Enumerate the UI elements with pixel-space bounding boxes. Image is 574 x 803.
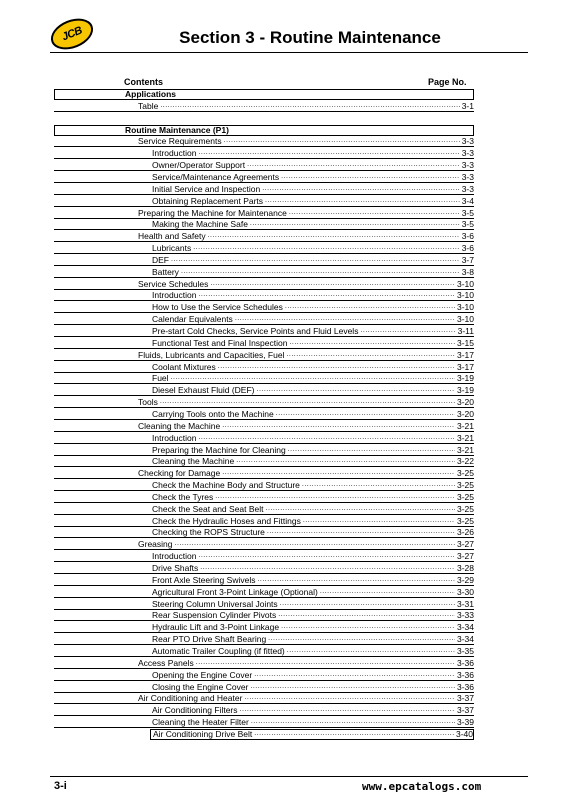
toc-entry-page: 3-40 bbox=[455, 728, 473, 739]
toc-entry-page: 3-6 bbox=[461, 243, 474, 254]
toc-entry-page: 3-4 bbox=[461, 195, 474, 206]
toc-entry-label: Service/Maintenance Agreements bbox=[152, 171, 280, 182]
toc-entry-page: 3-8 bbox=[461, 266, 474, 277]
toc-entry[interactable] bbox=[54, 160, 474, 171]
toc-entry-label: Greasing bbox=[138, 539, 173, 550]
toc-entry-label: Automatic Trailer Coupling (if fitted) bbox=[152, 645, 285, 656]
toc-entry[interactable] bbox=[54, 563, 474, 574]
toc-leader-dots bbox=[236, 456, 455, 466]
toc-entry[interactable] bbox=[54, 610, 474, 621]
toc-entry-page: 3-34 bbox=[456, 634, 474, 645]
toc-entry[interactable] bbox=[54, 445, 474, 456]
toc-leader-dots bbox=[222, 421, 455, 431]
toc-entry-label: DEF bbox=[152, 254, 169, 265]
toc-entry-page: 3-25 bbox=[456, 468, 474, 479]
toc-entry-label: Checking for Damage bbox=[138, 468, 221, 479]
toc-leader-dots bbox=[278, 610, 455, 620]
toc-entry[interactable] bbox=[54, 267, 474, 278]
toc-entry-label: Health and Safety bbox=[138, 231, 206, 242]
toc-entry-label: Fluids, Lubricants and Capacities, Fuel bbox=[138, 349, 285, 360]
toc-entry[interactable] bbox=[54, 575, 474, 586]
page-no-header: Page No. bbox=[428, 77, 467, 87]
toc-entry-label: Initial Service and Inspection bbox=[152, 183, 261, 194]
toc-entry-page: 3-25 bbox=[456, 480, 474, 491]
toc-entry[interactable] bbox=[54, 670, 474, 681]
toc-entry-page: 3-28 bbox=[456, 563, 474, 573]
toc-entry-page: 3-31 bbox=[456, 598, 474, 609]
toc-entry[interactable] bbox=[54, 599, 474, 610]
footer-page-number: 3-i bbox=[54, 780, 67, 792]
toc-entry[interactable] bbox=[54, 622, 474, 633]
toc-entry[interactable] bbox=[54, 516, 474, 527]
toc-entry-page: 3-17 bbox=[456, 349, 474, 360]
toc-entry-page: 3-30 bbox=[456, 586, 474, 597]
toc-leader-dots bbox=[222, 468, 455, 478]
toc-entry[interactable] bbox=[54, 231, 474, 242]
toc-leader-dots bbox=[218, 362, 455, 372]
toc-entry-page: 3-39 bbox=[456, 717, 474, 728]
toc-entry-label: Access Panels bbox=[138, 657, 194, 668]
toc-entry[interactable] bbox=[54, 480, 474, 491]
toc-entry-page: 3-22 bbox=[456, 456, 474, 467]
toc-leader-dots bbox=[250, 219, 460, 229]
toc-heading-label: Routine Maintenance (P1) bbox=[125, 124, 229, 135]
toc-entry-page: 3-37 bbox=[456, 705, 474, 716]
toc-entry-label: Introduction bbox=[152, 432, 197, 443]
toc-entry[interactable] bbox=[54, 397, 474, 408]
toc-entry-label: Check the Tyres bbox=[152, 491, 214, 502]
toc-entry-page: 3-15 bbox=[456, 337, 474, 348]
toc-entry-label: Functional Test and Final Inspection bbox=[152, 337, 288, 348]
toc-entry-page: 3-19 bbox=[456, 385, 474, 396]
toc-entry-page: 3-19 bbox=[456, 373, 474, 384]
toc-entry-label: Lubricants bbox=[152, 243, 192, 254]
toc-leader-dots bbox=[289, 338, 455, 348]
toc-entry-page: 3-27 bbox=[456, 539, 474, 550]
toc-entry-label: Introduction bbox=[152, 551, 197, 562]
toc-entry[interactable] bbox=[54, 243, 474, 254]
toc-entry-label: How to Use the Service Schedules bbox=[152, 302, 283, 313]
toc-entry[interactable] bbox=[54, 148, 474, 159]
toc-entry-label: Cleaning the Machine bbox=[138, 420, 221, 431]
toc-entry-page: 3-5 bbox=[461, 207, 474, 218]
toc-entry-label: Fuel bbox=[152, 373, 169, 384]
toc-entry[interactable] bbox=[54, 456, 474, 467]
toc-entry-label: Air Conditioning Drive Belt bbox=[153, 728, 253, 739]
toc-entry[interactable] bbox=[54, 385, 474, 396]
toc-entry-page: 3-21 bbox=[456, 420, 474, 431]
toc-entry[interactable] bbox=[150, 729, 474, 740]
toc-leader-dots bbox=[235, 314, 455, 324]
toc-leader-dots bbox=[200, 563, 455, 573]
toc-entry-label: Agricultural Front 3-Point Linkage (Optional) bbox=[152, 586, 318, 597]
toc-entry-label: Table bbox=[138, 100, 159, 111]
toc-leader-dots bbox=[198, 148, 459, 158]
toc-entry-page: 3-27 bbox=[456, 551, 474, 562]
toc-entry-page: 3-26 bbox=[456, 527, 474, 538]
toc-entry-label: Service Schedules bbox=[138, 278, 209, 289]
toc-entry-page: 3-3 bbox=[461, 136, 474, 147]
toc-leader-dots bbox=[240, 705, 455, 715]
toc-leader-dots bbox=[285, 302, 455, 312]
toc-entry-label: Check the Hydraulic Hoses and Fittings bbox=[152, 515, 301, 526]
toc-entry[interactable] bbox=[54, 101, 474, 112]
toc-entry-label: Rear PTO Drive Shaft Bearing bbox=[152, 634, 267, 645]
toc-leader-dots bbox=[198, 290, 455, 300]
footer-divider bbox=[50, 776, 528, 777]
toc-entry-label: Diesel Exhaust Fluid (DEF) bbox=[152, 385, 255, 396]
toc-entry[interactable] bbox=[54, 646, 474, 657]
toc-entry[interactable] bbox=[54, 682, 474, 693]
toc-entry[interactable] bbox=[54, 196, 474, 207]
toc-entry-page: 3-20 bbox=[456, 408, 474, 419]
toc-entry-page: 3-10 bbox=[456, 302, 474, 313]
toc-leader-dots bbox=[280, 599, 455, 609]
toc-entry[interactable] bbox=[54, 290, 474, 301]
toc-leader-dots bbox=[302, 480, 455, 490]
toc-entry-page: 3-25 bbox=[456, 503, 474, 514]
toc-entry-page: 3-10 bbox=[456, 314, 474, 325]
toc-entry-label: Cleaning the Machine bbox=[152, 456, 235, 467]
toc-entry-page: 3-3 bbox=[461, 148, 474, 159]
toc-entry-label: Service Requirements bbox=[138, 136, 222, 147]
toc-entry-label: Checking the ROPS Structure bbox=[152, 527, 265, 538]
toc-entry-page: 3-25 bbox=[456, 515, 474, 526]
toc-entry[interactable] bbox=[54, 504, 474, 515]
toc-leader-dots bbox=[288, 445, 455, 455]
toc-entry-label: Coolant Mixtures bbox=[152, 361, 216, 372]
toc-entry-page: 3-5 bbox=[461, 219, 474, 230]
toc-leader-dots bbox=[265, 196, 460, 206]
toc-entry-page: 3-21 bbox=[456, 444, 474, 455]
toc-entry-label: Check the Seat and Seat Belt bbox=[152, 503, 264, 514]
toc-entry[interactable] bbox=[54, 527, 474, 538]
toc-entry[interactable] bbox=[54, 362, 474, 373]
toc-entry-label: Cleaning the Heater Filter bbox=[152, 717, 249, 728]
toc-entry[interactable] bbox=[54, 539, 474, 550]
toc-section-heading[interactable] bbox=[54, 125, 474, 136]
toc-entry-label: Carrying Tools onto the Machine bbox=[152, 408, 274, 419]
toc-entry-page: 3-29 bbox=[456, 574, 474, 585]
toc-leader-dots bbox=[160, 101, 459, 111]
toc-entry-page: 3-3 bbox=[461, 183, 474, 194]
toc-leader-dots bbox=[251, 717, 455, 727]
toc-entry-label: Air Conditioning and Heater bbox=[138, 693, 243, 704]
toc-entry-page: 3-10 bbox=[456, 278, 474, 289]
toc-section-heading[interactable] bbox=[54, 89, 474, 100]
toc-leader-dots bbox=[175, 539, 455, 549]
toc-entry[interactable] bbox=[54, 634, 474, 645]
toc-leader-dots bbox=[250, 682, 455, 692]
toc-leader-dots bbox=[257, 575, 455, 585]
toc-entry-page: 3-33 bbox=[456, 610, 474, 621]
toc-leader-dots bbox=[196, 658, 455, 668]
toc-leader-dots bbox=[171, 255, 460, 265]
toc-entry-label: Drive Shafts bbox=[152, 563, 199, 573]
toc-leader-dots bbox=[171, 373, 455, 383]
toc-entry-page: 3-3 bbox=[461, 160, 474, 171]
toc-entry-page: 3-21 bbox=[456, 432, 474, 443]
toc-leader-dots bbox=[160, 397, 455, 407]
toc-entry[interactable] bbox=[54, 693, 474, 704]
toc-entry[interactable] bbox=[54, 717, 474, 728]
toc-entry-label: Rear Suspension Cylinder Pivots bbox=[152, 610, 277, 621]
toc-leader-dots bbox=[262, 184, 460, 194]
toc-entry-label: Owner/Operator Support bbox=[152, 160, 246, 171]
toc-leader-dots bbox=[224, 136, 460, 146]
toc-entry-page: 3-3 bbox=[461, 171, 474, 182]
toc-leader-dots bbox=[286, 350, 455, 360]
toc-entry[interactable] bbox=[54, 208, 474, 219]
toc-entry[interactable] bbox=[54, 302, 474, 313]
jcb-logo: JCB bbox=[46, 13, 97, 55]
toc-leader-dots bbox=[215, 492, 455, 502]
toc-leader-dots bbox=[268, 634, 455, 644]
toc-entry-page: 3-36 bbox=[456, 657, 474, 668]
toc-entry[interactable] bbox=[54, 421, 474, 432]
toc-leader-dots bbox=[257, 385, 455, 395]
toc-leader-dots bbox=[244, 693, 455, 703]
toc-entry[interactable] bbox=[54, 172, 474, 183]
title-divider bbox=[50, 52, 528, 53]
toc-entry-label: Closing the Engine Cover bbox=[152, 681, 249, 692]
toc-entry-page: 3-36 bbox=[456, 669, 474, 680]
toc-entry-label: Hydraulic Lift and 3-Point Linkage bbox=[152, 622, 280, 633]
contents-header: Contents bbox=[124, 77, 163, 87]
toc-leader-dots bbox=[254, 729, 454, 739]
footer-website: www.epcatalogs.com bbox=[362, 780, 482, 793]
toc-entry[interactable] bbox=[54, 136, 474, 147]
toc-entry-page: 3-37 bbox=[456, 693, 474, 704]
toc-entry-label: Introduction bbox=[152, 290, 197, 301]
toc-leader-dots bbox=[198, 551, 455, 561]
toc-entry-label: Check the Machine Body and Structure bbox=[152, 480, 300, 491]
toc-leader-dots bbox=[267, 527, 455, 537]
toc-entry-page: 3-17 bbox=[456, 361, 474, 372]
toc-entry-label: Front Axle Steering Swivels bbox=[152, 574, 256, 585]
toc-entry[interactable] bbox=[54, 433, 474, 444]
toc-leader-dots bbox=[281, 622, 455, 632]
toc-entry-label: Air Conditioning Filters bbox=[152, 705, 238, 716]
toc-leader-dots bbox=[320, 587, 455, 597]
toc-entry-label: Preparing the Machine for Maintenance bbox=[138, 207, 287, 218]
toc-entry[interactable] bbox=[54, 350, 474, 361]
toc-leader-dots bbox=[276, 409, 455, 419]
toc-leader-dots bbox=[208, 231, 460, 241]
toc-entry-label: Introduction bbox=[152, 148, 197, 159]
toc-entry-label: Making the Machine Safe bbox=[152, 219, 248, 230]
toc-leader-dots bbox=[266, 504, 455, 514]
toc-entry[interactable] bbox=[54, 587, 474, 598]
toc-entry-label: Calendar Equivalents bbox=[152, 314, 233, 325]
toc-leader-dots bbox=[289, 208, 460, 218]
toc-entry-page: 3-10 bbox=[456, 290, 474, 301]
toc-leader-dots bbox=[247, 160, 460, 170]
toc-entry[interactable] bbox=[54, 551, 474, 562]
toc-entry-page: 3-7 bbox=[461, 254, 474, 265]
toc-entry[interactable] bbox=[54, 705, 474, 716]
toc-leader-dots bbox=[254, 670, 455, 680]
toc-entry[interactable] bbox=[54, 373, 474, 384]
toc-leader-dots bbox=[287, 646, 455, 656]
toc-entry-page: 3-25 bbox=[456, 491, 474, 502]
toc-entry-label: Pre-start Cold Checks, Service Points and Fluid Levels bbox=[152, 326, 359, 336]
toc-leader-dots bbox=[193, 243, 459, 253]
toc-entry-page: 3-36 bbox=[456, 681, 474, 692]
toc-entry-page: 3-1 bbox=[461, 100, 474, 111]
toc-entry[interactable] bbox=[54, 255, 474, 266]
toc-entry[interactable] bbox=[54, 492, 474, 503]
toc-entry-label: Steering Column Universal Joints bbox=[152, 598, 278, 609]
toc-entry-page: 3-35 bbox=[456, 645, 474, 656]
toc-entry-page: 3-34 bbox=[456, 622, 474, 633]
toc-entry-label: Obtaining Replacement Parts bbox=[152, 195, 264, 206]
toc-entry[interactable] bbox=[54, 338, 474, 349]
toc-entry-page: 3-11 bbox=[457, 326, 474, 336]
toc-entry[interactable] bbox=[54, 279, 474, 290]
toc-entry-label: Tools bbox=[138, 397, 158, 408]
toc-entry-label: Opening the Engine Cover bbox=[152, 669, 253, 680]
toc-leader-dots bbox=[210, 279, 455, 289]
page-title: Section 3 - Routine Maintenance bbox=[179, 28, 441, 47]
toc-entry-label: Preparing the Machine for Cleaning bbox=[152, 444, 286, 455]
toc-leader-dots bbox=[198, 433, 455, 443]
toc-entry[interactable] bbox=[54, 184, 474, 195]
toc-entry[interactable] bbox=[54, 658, 474, 669]
toc-entry[interactable] bbox=[54, 219, 474, 230]
toc-heading-label: Applications bbox=[125, 89, 177, 99]
toc-entry[interactable] bbox=[54, 409, 474, 420]
toc-leader-dots bbox=[360, 326, 455, 336]
toc-leader-dots bbox=[281, 172, 460, 182]
toc-entry-page: 3-20 bbox=[456, 397, 474, 408]
toc-entry[interactable] bbox=[54, 468, 474, 479]
toc-entry-label: Battery bbox=[152, 266, 179, 277]
toc-entry[interactable] bbox=[54, 314, 474, 325]
toc-leader-dots bbox=[303, 516, 455, 526]
toc-leader-dots bbox=[181, 267, 460, 277]
toc-entry-page: 3-6 bbox=[461, 231, 474, 242]
toc-entry[interactable] bbox=[54, 326, 474, 337]
